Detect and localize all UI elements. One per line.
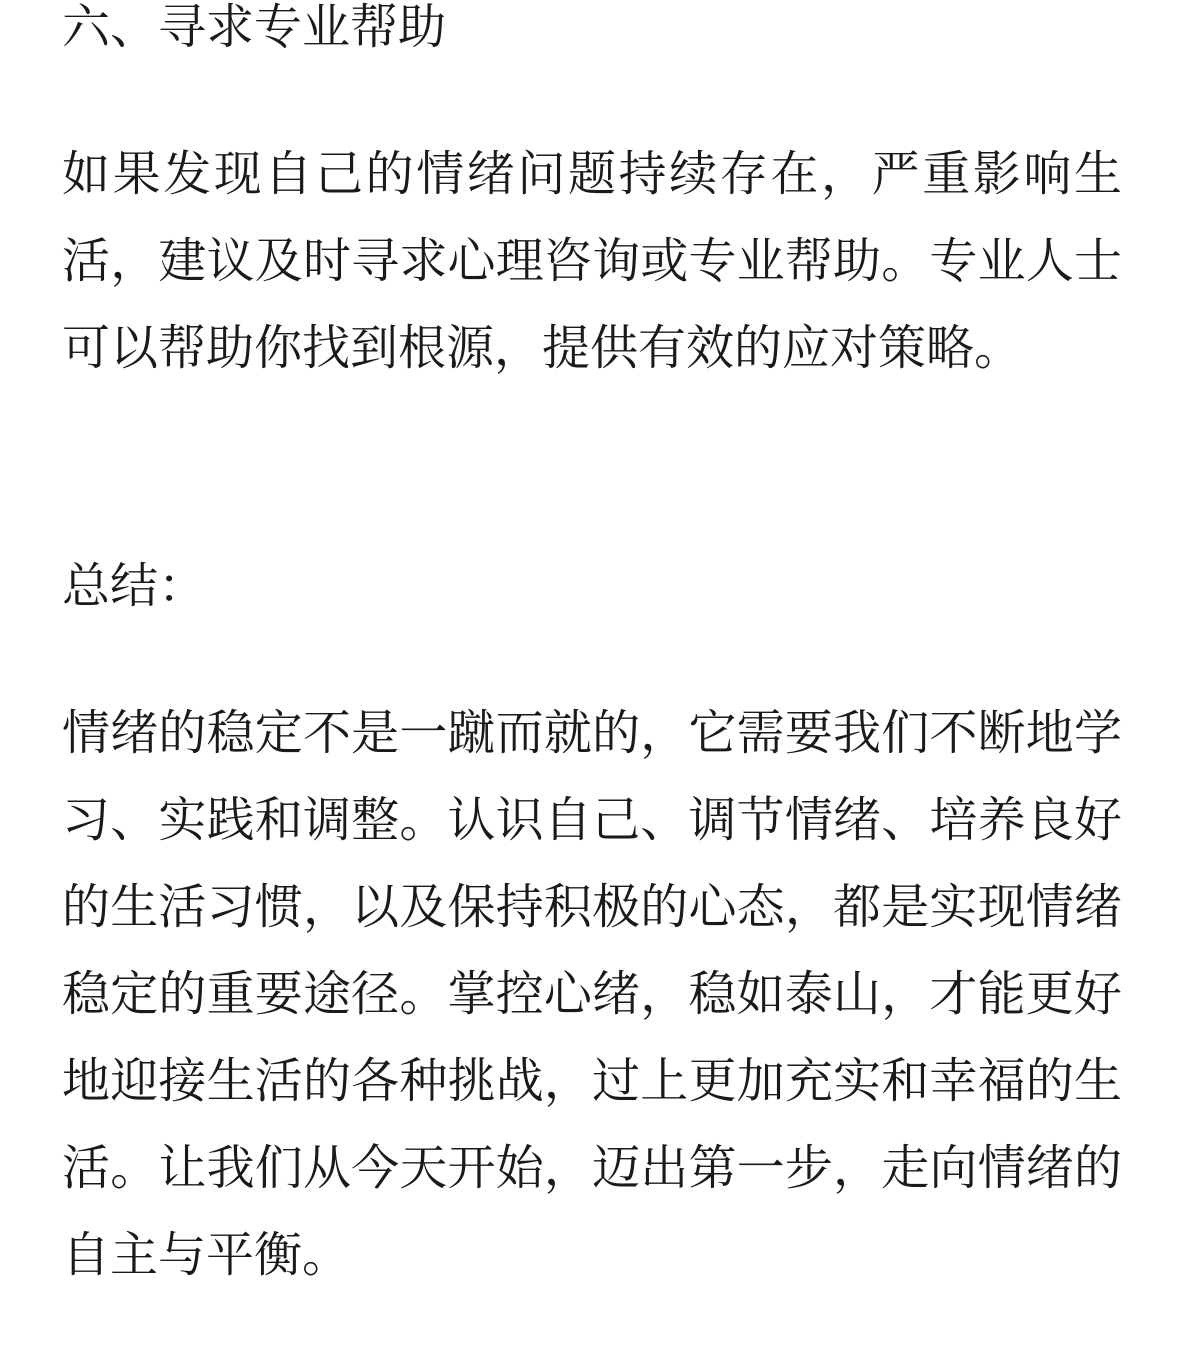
summary-heading: 总结： bbox=[62, 558, 207, 614]
paragraph-professional-help: 如果发现自己的情绪问题持续存在，严重影响生活，建议及时寻求心理咨询或专业帮助。专业人士可以帮助你找到根源，提供有效的应对策略。 bbox=[62, 146, 1122, 376]
section-heading: 六、寻求专业帮助 bbox=[62, 0, 447, 55]
paragraph-summary: 情绪的稳定不是一蹴而就的，它需要我们不断地学习、实践和调整。认识自己、调节情绪、培养良好的生活习惯，以及保持积极的心态，都是实现情绪稳定的重要途径。掌控心绪，稳如泰山，才能更好地迎接生活的各种挑战，过上更加充实和幸福的生活。让我们从今天开始，迈出第一步，走向情绪的自主与平衡。 bbox=[62, 705, 1122, 1283]
